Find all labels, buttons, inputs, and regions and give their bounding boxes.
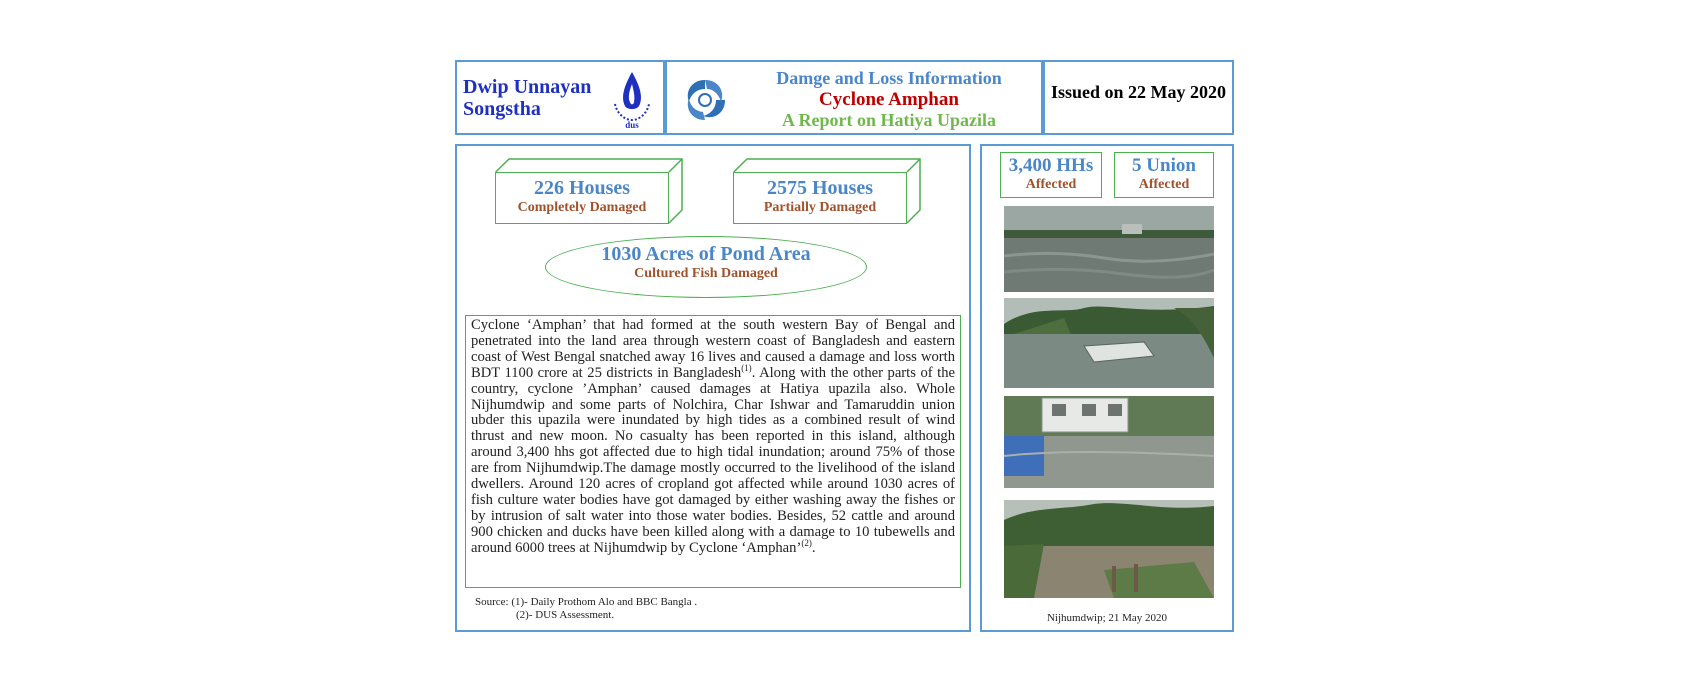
photo-flooded-house	[1004, 396, 1214, 488]
organization-box	[455, 60, 665, 135]
cyclone-icon	[681, 76, 729, 124]
unions-affected-value: 5 Union	[1132, 155, 1196, 176]
houses-complete-value: 226 Houses	[533, 177, 631, 199]
sources	[475, 596, 697, 622]
reference-2: (2)	[801, 537, 812, 548]
dus-logo	[607, 70, 657, 130]
pond-area-value: 1030 Acres of Pond Area	[601, 243, 811, 265]
source-line-2: (2)- DUS Assessment.	[516, 609, 615, 621]
issue-date: Issued on 22 May 2020	[1050, 82, 1227, 102]
title-line-3: A Report on Hatiya Upazila	[782, 110, 996, 130]
photo-submerged-boat	[1004, 298, 1214, 388]
report-title	[737, 68, 1041, 131]
houses-partial-label: Partially Damaged	[763, 200, 877, 215]
organization-name: Dwip Unnayan Songstha	[463, 76, 592, 120]
unions-affected-box	[1114, 152, 1214, 198]
houses-partial-value: 2575 Houses	[766, 177, 874, 199]
photo-caption: Nijhumdwip; 21 May 2020	[1046, 612, 1168, 624]
reference-1: (1)	[741, 362, 752, 373]
photo-flooded-river	[1004, 206, 1214, 292]
households-affected-value: 3,400 HHs	[1008, 155, 1094, 176]
households-affected-box	[1000, 152, 1102, 198]
damage-summary-panel	[455, 144, 971, 632]
issue-date-box	[1043, 60, 1234, 135]
houses-complete-label: Completely Damaged	[517, 200, 647, 215]
title-line-1: Damge and Loss Information	[776, 68, 1002, 88]
houses-complete-box	[495, 158, 683, 224]
pond-area-ellipse	[545, 236, 867, 298]
pond-area-label: Cultured Fish Damaged	[634, 266, 778, 281]
svg-text:dus: dus	[625, 120, 639, 130]
narrative-paragraph: Cyclone ‘Amphan’ that had formed at the south western Bay of Bengal and penetrated into the land area through western coast of Bangladesh and eastern coast of West Bengal snatched away 16 lives and caused a damage and loss worth BDT 1100 crore at 25 districts in Bangladesh$^{(1)}$. Along with the other parts of the country, cyclone ’Amphan’ caused damages at Hatiya upazila also. Whole Nijhumdwip and some parts of Nolchira, Char Ishwar and Tamaruddin union ubder this upazila were inundated by high tides as a combined result of wind thrust and new moon. No casualty has been reported in this island, although around 3,400 hhs got affected due to high tidal inundation; around 75% of those are from Nijhumdwip.The damage mostly occurred to the livelihood of the island dwellers. Around 120 acres of cropland got affected while around 1030 acres of fish culture water bodies have got damaged by either washing away the fishes or by intrusion of salt water into those water bodies. Besides, 52 cattle and around 900 chicken and ducks have been killed along with a damage to 10 tubewells and around 6000 trees at Nijhumdwip by Cyclone ‘Amphan’$^{(2)}$.	[465, 315, 961, 588]
unions-affected-label: Affected	[1138, 177, 1190, 192]
photo-flooded-field	[1004, 500, 1214, 598]
title-box	[665, 60, 1043, 135]
households-affected-label: Affected	[1025, 177, 1077, 192]
title-line-2: Cyclone Amphan	[819, 89, 959, 110]
photos-panel	[980, 144, 1234, 632]
houses-partial-box	[733, 158, 921, 224]
source-line-1: Source: (1)- Daily Prothom Alo and BBC Bangla .	[475, 596, 698, 608]
